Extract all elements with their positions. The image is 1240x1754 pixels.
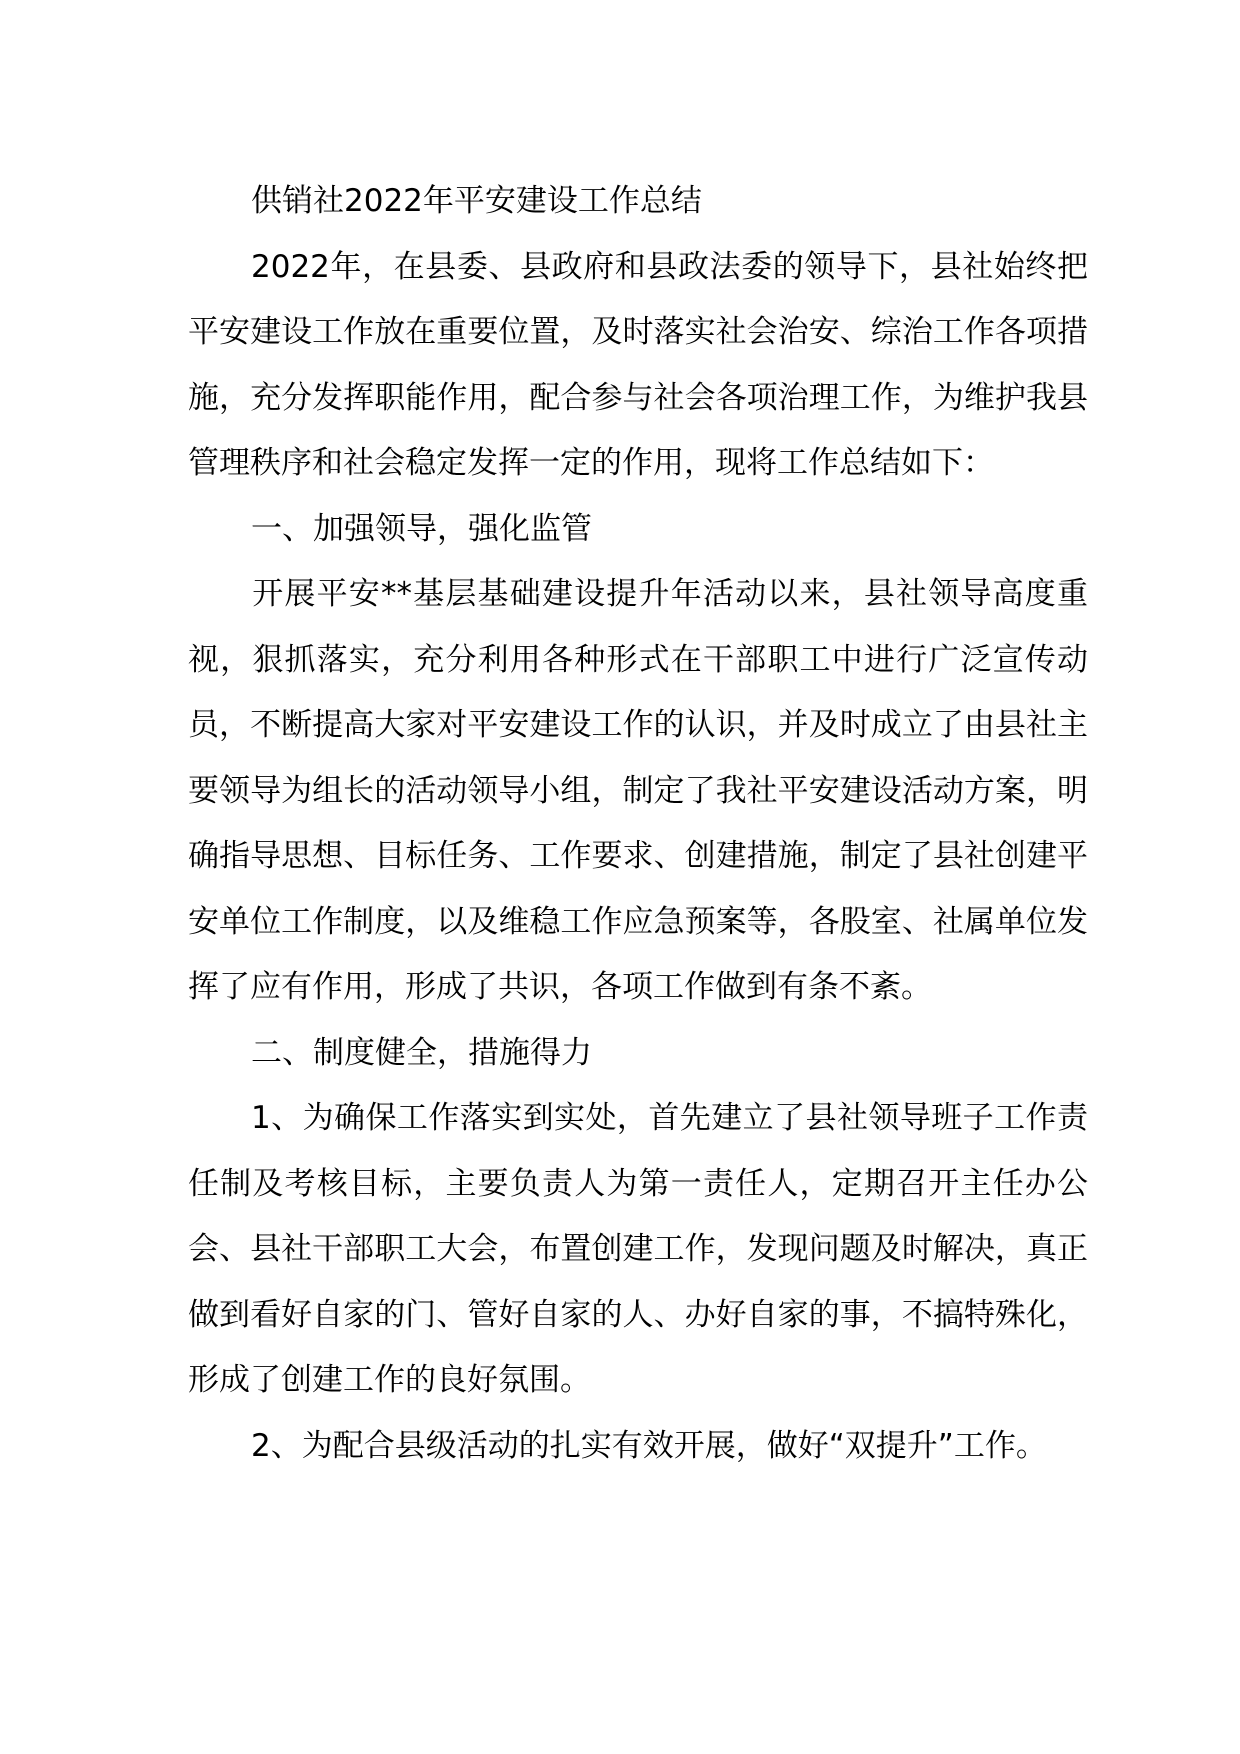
paragraph-item-2: 2、为配合县级活动的扎实有效开展，做好“双提升”工作。: [251, 1427, 1047, 1464]
paragraph-section-1: 开展平安**基层基础建设提升年活动以来，县社领导高度重视，狠抓落实，充分利用各种形式在干部职工中进行广泛宣传动员，不断提高大家对平安建设工作的认识，并及时成立了由县社主要领导为组长的活动领导小组，制定了我社平安建设活动方案，明确指导思想、目标任务、工作要求、创建措施，制定了县社创建平安单位工作制度，以及维稳工作应急预案等，各股室、社属单位发挥了应有作用，形成了共识，各项工作做到有条不紊。: [188, 576, 1088, 1005]
section-heading-2: 二、制度健全，措施得力: [251, 1034, 592, 1071]
document-body: [188, 169, 1088, 1479]
paragraph-intro: 2022年，在县委、县政府和县政法委的领导下，县社始终把平安建设工作放在重要位置，及时落实社会治安、综治工作各项措施，充分发挥职能作用，配合参与社会各项治理工作，为维护我县管理秩序和社会稳定发挥一定的作用，现将工作总结如下：: [188, 248, 1088, 481]
document-title: 供销社2022年平安建设工作总结: [251, 183, 702, 219]
section-heading-1: 一、加强领导，强化监管: [251, 510, 592, 547]
paragraph-item-1: 1、为确保工作落实到实处，首先建立了县社领导班子工作责任制及考核目标，主要负责人为第一责任人，定期召开主任办公会、县社干部职工大会，布置创建工作，发现问题及时解决，真正做到看好自家的门、管好自家的人、办好自家的事，不搞特殊化，形成了创建工作的良好氛围。: [188, 1100, 1088, 1398]
